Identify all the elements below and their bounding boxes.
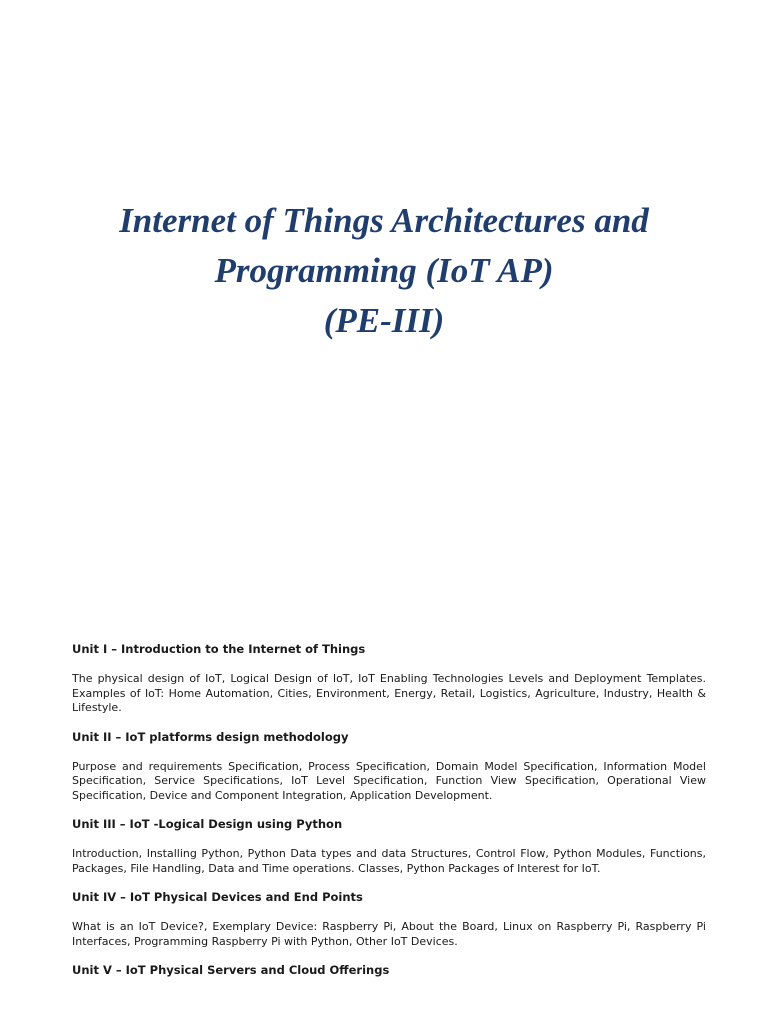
unit-3-body: Introduction, Installing Python, Python Data types and data Structures, Control Flow, Python Modules, Functions, Packages, File Handling, Data and Time operations. Classes, Python Packages of Interest for IoT. bbox=[72, 847, 706, 875]
unit-5-heading: Unit V – IoT Physical Servers and Cloud Offerings bbox=[72, 963, 390, 977]
unit-2 bbox=[72, 730, 706, 804]
title-line-2: Programming (IoT AP) bbox=[214, 251, 554, 290]
title-line-3: (PE-III) bbox=[323, 301, 445, 340]
unit-1-heading: Unit I – Introduction to the Internet of Things bbox=[72, 642, 366, 656]
unit-1 bbox=[72, 642, 706, 716]
unit-4-body: What is an IoT Device?, Exemplary Device: Raspberry Pi, About the Board, Linux on Raspberry Pi, Raspberry Pi Interfaces, Programming Raspberry Pi with Python, Other IoT Devices. bbox=[72, 920, 706, 948]
syllabus-section bbox=[72, 642, 706, 993]
unit-1-body: The physical design of IoT, Logical Design of IoT, IoT Enabling Technologies Levels and Deployment Templates. Examples of IoT: Home Automation, Cities, Environment, Energy, Retail, Logistics, Agriculture, Industry, Health & Lifestyle. bbox=[72, 672, 706, 714]
unit-2-body: Purpose and requirements Specification, Process Specification, Domain Model Specification, Information Model Specification, Service Specifications, IoT Level Specification, Function View Specification, Operational View Specification, Device and Component Integration, Application Development. bbox=[72, 759, 706, 802]
document-title bbox=[0, 196, 768, 346]
unit-4-heading: Unit IV – IoT Physical Devices and End Points bbox=[72, 890, 363, 904]
unit-3-heading: Unit III – IoT -Logical Design using Python bbox=[72, 817, 343, 831]
unit-4 bbox=[72, 890, 706, 949]
unit-3 bbox=[72, 817, 706, 876]
unit-2-heading: Unit II – IoT platforms design methodology bbox=[72, 729, 349, 744]
unit-5 bbox=[72, 963, 706, 977]
title-line-1: Internet of Things Architectures and bbox=[119, 201, 649, 240]
